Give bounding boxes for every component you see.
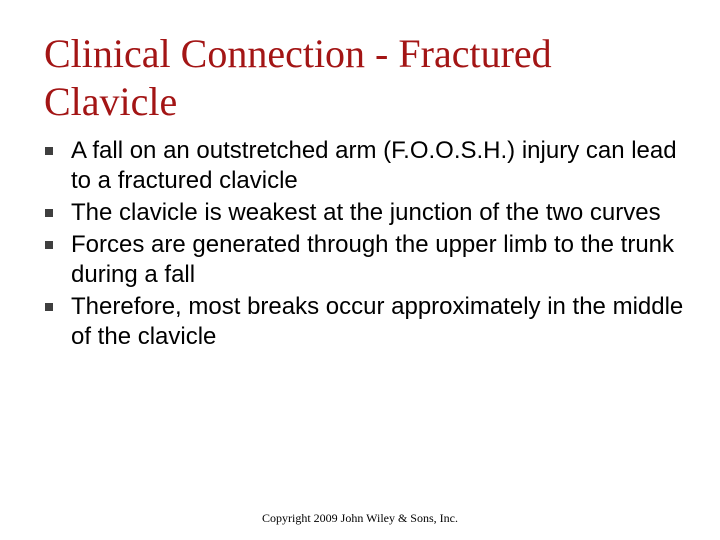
bullet-item — [44, 292, 684, 352]
square-bullet-icon — [45, 241, 53, 249]
bullet-item — [44, 230, 684, 290]
square-bullet-icon — [45, 147, 53, 155]
bullet-item — [44, 136, 684, 196]
bullet-text: The clavicle is weakest at the junction of the two curves — [71, 199, 661, 226]
square-bullet-icon — [45, 209, 53, 217]
bullet-text: Forces are generated through the upper limb to the trunk during a fall — [71, 231, 675, 288]
bullet-text: A fall on an outstretched arm (F.O.O.S.H.) injury can lead to a fractured clavicle — [71, 137, 677, 194]
slide-title: Clinical Connection - Fractured Clavicle — [44, 31, 552, 124]
bullet-text: Therefore, most breaks occur approximately in the middle of the clavicle — [71, 293, 684, 350]
square-bullet-icon — [45, 303, 53, 311]
bullet-item — [44, 198, 684, 228]
bullet-list — [44, 136, 684, 354]
copyright-footer: Copyright 2009 John Wiley & Sons, Inc. — [262, 511, 458, 525]
